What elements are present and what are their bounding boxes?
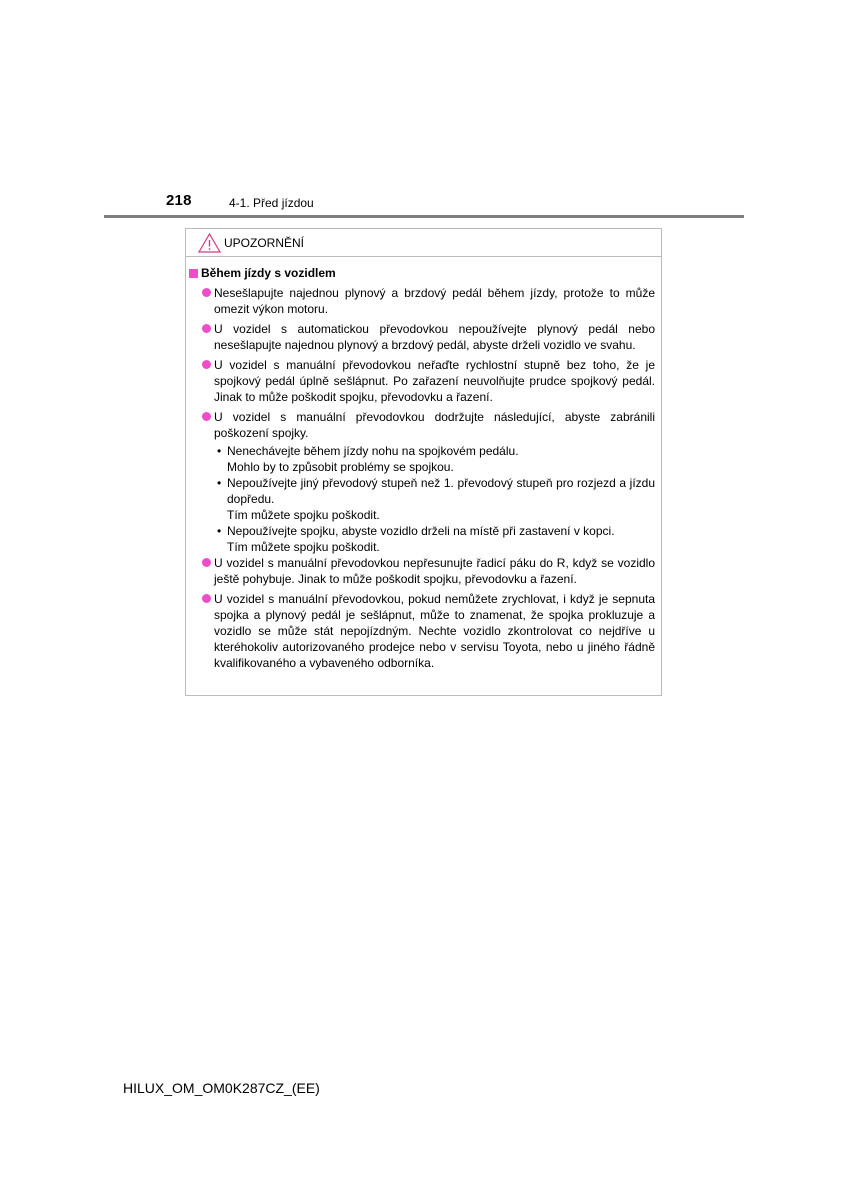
document-code: HILUX_OM_OM0K287CZ_(EE) [123,1080,320,1096]
caution-heading-text: Během jízdy s vozidlem [201,266,336,280]
pink-dot-bullet-icon [202,412,211,421]
caution-item [189,409,659,441]
caution-item-text: Nesešlapujte najednou plynový a brzdový pedál během jízdy, protože to může omezit výkon motoru. [214,286,655,316]
pink-dot-bullet-icon [202,288,211,297]
caution-item [189,357,659,405]
caution-item [189,285,659,317]
caution-title: UPOZORNĚNÍ [224,235,305,250]
sub-item-note: Mohlo by to způsobit problémy se spojkou. [227,460,454,474]
square-bullet-icon [189,269,198,278]
caution-item-text: U vozidel s manuální převodovkou nepřesunujte řadicí páku do R, když se vozidlo ještě pohybuje. Jinak to může poškodit spojku, převodovku a řazení. [214,556,655,586]
pink-dot-bullet-icon [202,360,211,369]
pink-dot-bullet-icon [202,558,211,567]
caution-box [185,228,662,696]
caution-item-text: U vozidel s manuální převodovkou neřaďte rychlostní stupně bez toho, že je spojkový pedál úplně sešlápnut. Po zařazení neuvolňujte prudce spojkový pedál. Jinak to může poškodit spojku, převodovku a řazení. [214,358,655,404]
caution-body [189,265,659,675]
clutch-sub-list [189,443,659,555]
section-title: 4-1. Před jízdou [229,196,314,210]
caution-item [189,555,659,587]
caution-item-text: U vozidel s manuální převodovkou, pokud nemůžete zrychlovat, i když je sepnuta spojka a plynový pedál je sešlápnut, může to znamenat, že spojka prokluzuje a vozidlo se může stát nepojízdným. Nechte vozidlo zkontrolovat co nejdříve u kteréhokoliv autorizovaného prodejce nebo v servisu Toyota, nebo u jiného řádně kvalifikovaného a vybaveného odborníka. [214,592,655,670]
pink-dot-bullet-icon [202,324,211,333]
sub-list-item [189,475,659,523]
bullet-dot-icon: • [217,524,222,538]
sub-list-item [189,443,659,475]
sub-item-text: Nepoužívejte spojku, abyste vozidlo drželi na místě při zastavení v kopci. [227,524,615,538]
header-rule [104,215,744,218]
bullet-dot-icon: • [217,444,222,458]
sub-list-item [189,523,659,555]
caution-item-text: U vozidel s automatickou převodovkou nepoužívejte plynový pedál nebo nesešlapujte najednou plynový a brzdový pedál, abyste drželi vozidlo ve svahu. [214,322,655,352]
pink-dot-bullet-icon [202,594,211,603]
caution-item [189,591,659,671]
sub-item-text: Nepoužívejte jiný převodový stupeň než 1. převodový stupeň pro rozjezd a jízdu dopředu. [227,476,655,506]
warning-triangle-icon [198,233,221,253]
sub-item-text: Nenechávejte během jízdy nohu na spojkovém pedálu. [227,444,519,458]
caution-header [186,229,661,257]
sub-item-note: Tím můžete spojku poškodit. [227,540,380,554]
caution-item-text: U vozidel s manuální převodovkou dodržujte následující, abyste zabránili poškození spojky. [214,410,655,440]
sub-item-note: Tím můžete spojku poškodit. [227,508,380,522]
bullet-dot-icon: • [217,476,222,490]
page-number: 218 [166,192,192,209]
caution-heading [189,265,659,281]
caution-item [189,321,659,353]
